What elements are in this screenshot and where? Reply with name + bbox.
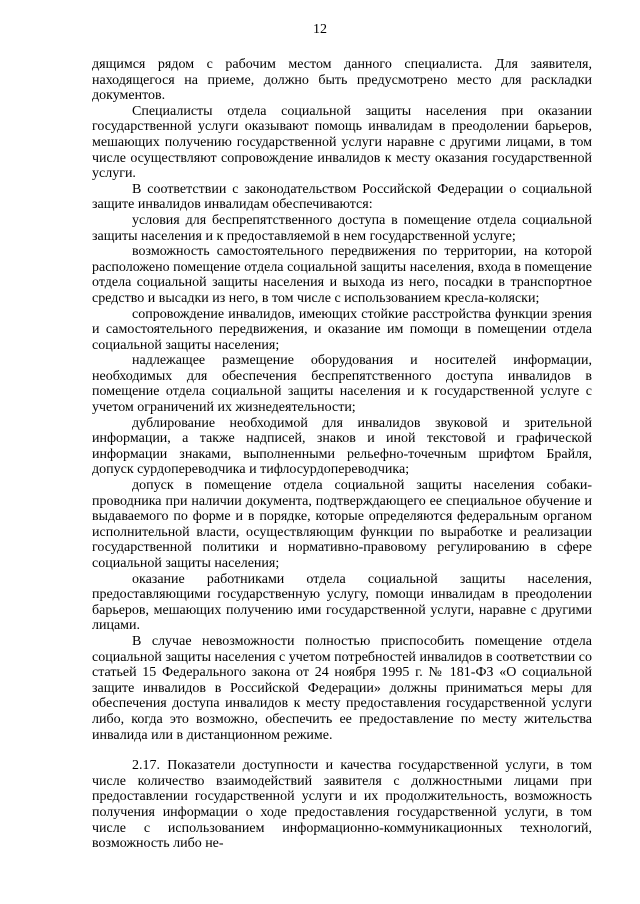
paragraph-adaptation-impossible: В случае невозможности полностью приспособить помещение отдела социальной защиты населения с учетом потребностей инвалидов в соответствии со статьей 15 Федерального закона от 24 ноября 1995 г. № 181-ФЗ «О социальной защите инвалидов в Российской Федерации» должны приниматься меры для обеспечения доступа инвалидов к месту предоставления государственной услуги либо, когда это возможно, обеспечить ее предоставление по месту жительства инвалида или в дистанционном режиме. [92,633,592,743]
section-2-17: 2.17. Показатели доступности и качества государственной услуги, в том числе количество взаимодействий заявителя с должностными лицами при предоставлении государственной услуги и их продолжительность, возможность получения информации о ходе предоставления государственной услуги, в том числе с использованием информационно-коммуникационных технологий, возможность либо не- [92,758,592,852]
list-item-access-conditions: условия для беспрепятственного доступа в помещение отдела социальной защиты населения и к предоставляемой в нем государственной услуге; [92,212,592,244]
list-item-information-duplication: дублирование необходимой для инвалидов звуковой и зрительной информации, а также надписей, знаков и иной текстовой и графической информации знаками, выполненными рельефно-точечным шрифтом Брайля, допуск сурдопереводчика и тифлосурдопереводчика; [92,415,592,478]
list-item-staff-assistance: оказание работниками отдела социальной защиты населения, предоставляющими государственную услугу, помощи инвалидам в преодолении барьеров, мешающих получению ими государственной услуги, наравне с другими лицами. [92,571,592,634]
list-item-escort: сопровождение инвалидов, имеющих стойкие расстройства функции зрения и самостоятельного передвижения, и оказание им помощи в помещении отдела социальной защиты населения; [92,306,592,353]
paragraph-specialists-assistance: Специалисты отдела социальной защиты населения при оказании государственной услуги оказывают помощь инвалидам в преодолении барьеров, мешающих получению государственной услуги наравне с другими лицами, в том числе осуществляют сопровождение инвалидов к месту оказания государственной услуги. [92,103,592,182]
paragraph-continuation: дящимся рядом с рабочим местом данного специалиста. Для заявителя, находящегося на приеме, должно быть предусмотрено место для раскладки документов. [92,57,592,104]
list-item-equipment-placement: надлежащее размещение оборудования и носителей информации, необходимых для обеспечения беспрепятственного доступа инвалидов в помещение отдела социальной защиты населения и к государственной услуге с учетом ограничений их жизнедеятельности; [92,353,592,416]
list-item-guide-dog: допуск в помещение отдела социальной защиты населения собаки-проводника при наличии документа, подтверждающего ее специальное обучение и выдаваемого по форме и в порядке, которые определяются федеральным органом исполнительной власти, осуществляющим функции по выработке и реализации государственной политики и нормативно-правовому регулированию в сфере социальной защиты населения; [92,478,592,571]
paragraph-legislation-intro: В соответствии с законодательством Российской Федерации о социальной защите инвалидов инвалидам обеспечиваются: [92,181,592,213]
page-number: 12 [313,22,327,37]
list-item-independent-movement: возможность самостоятельного передвижения по территории, на которой расположено помещение отдела социальной защиты населения, входа в помещение отдела социальной защиты населения и выхода из него, посадки в транспортное средство и высадки из него, в том числе с использованием кресла-коляски; [92,244,592,306]
page-body [92,57,592,852]
